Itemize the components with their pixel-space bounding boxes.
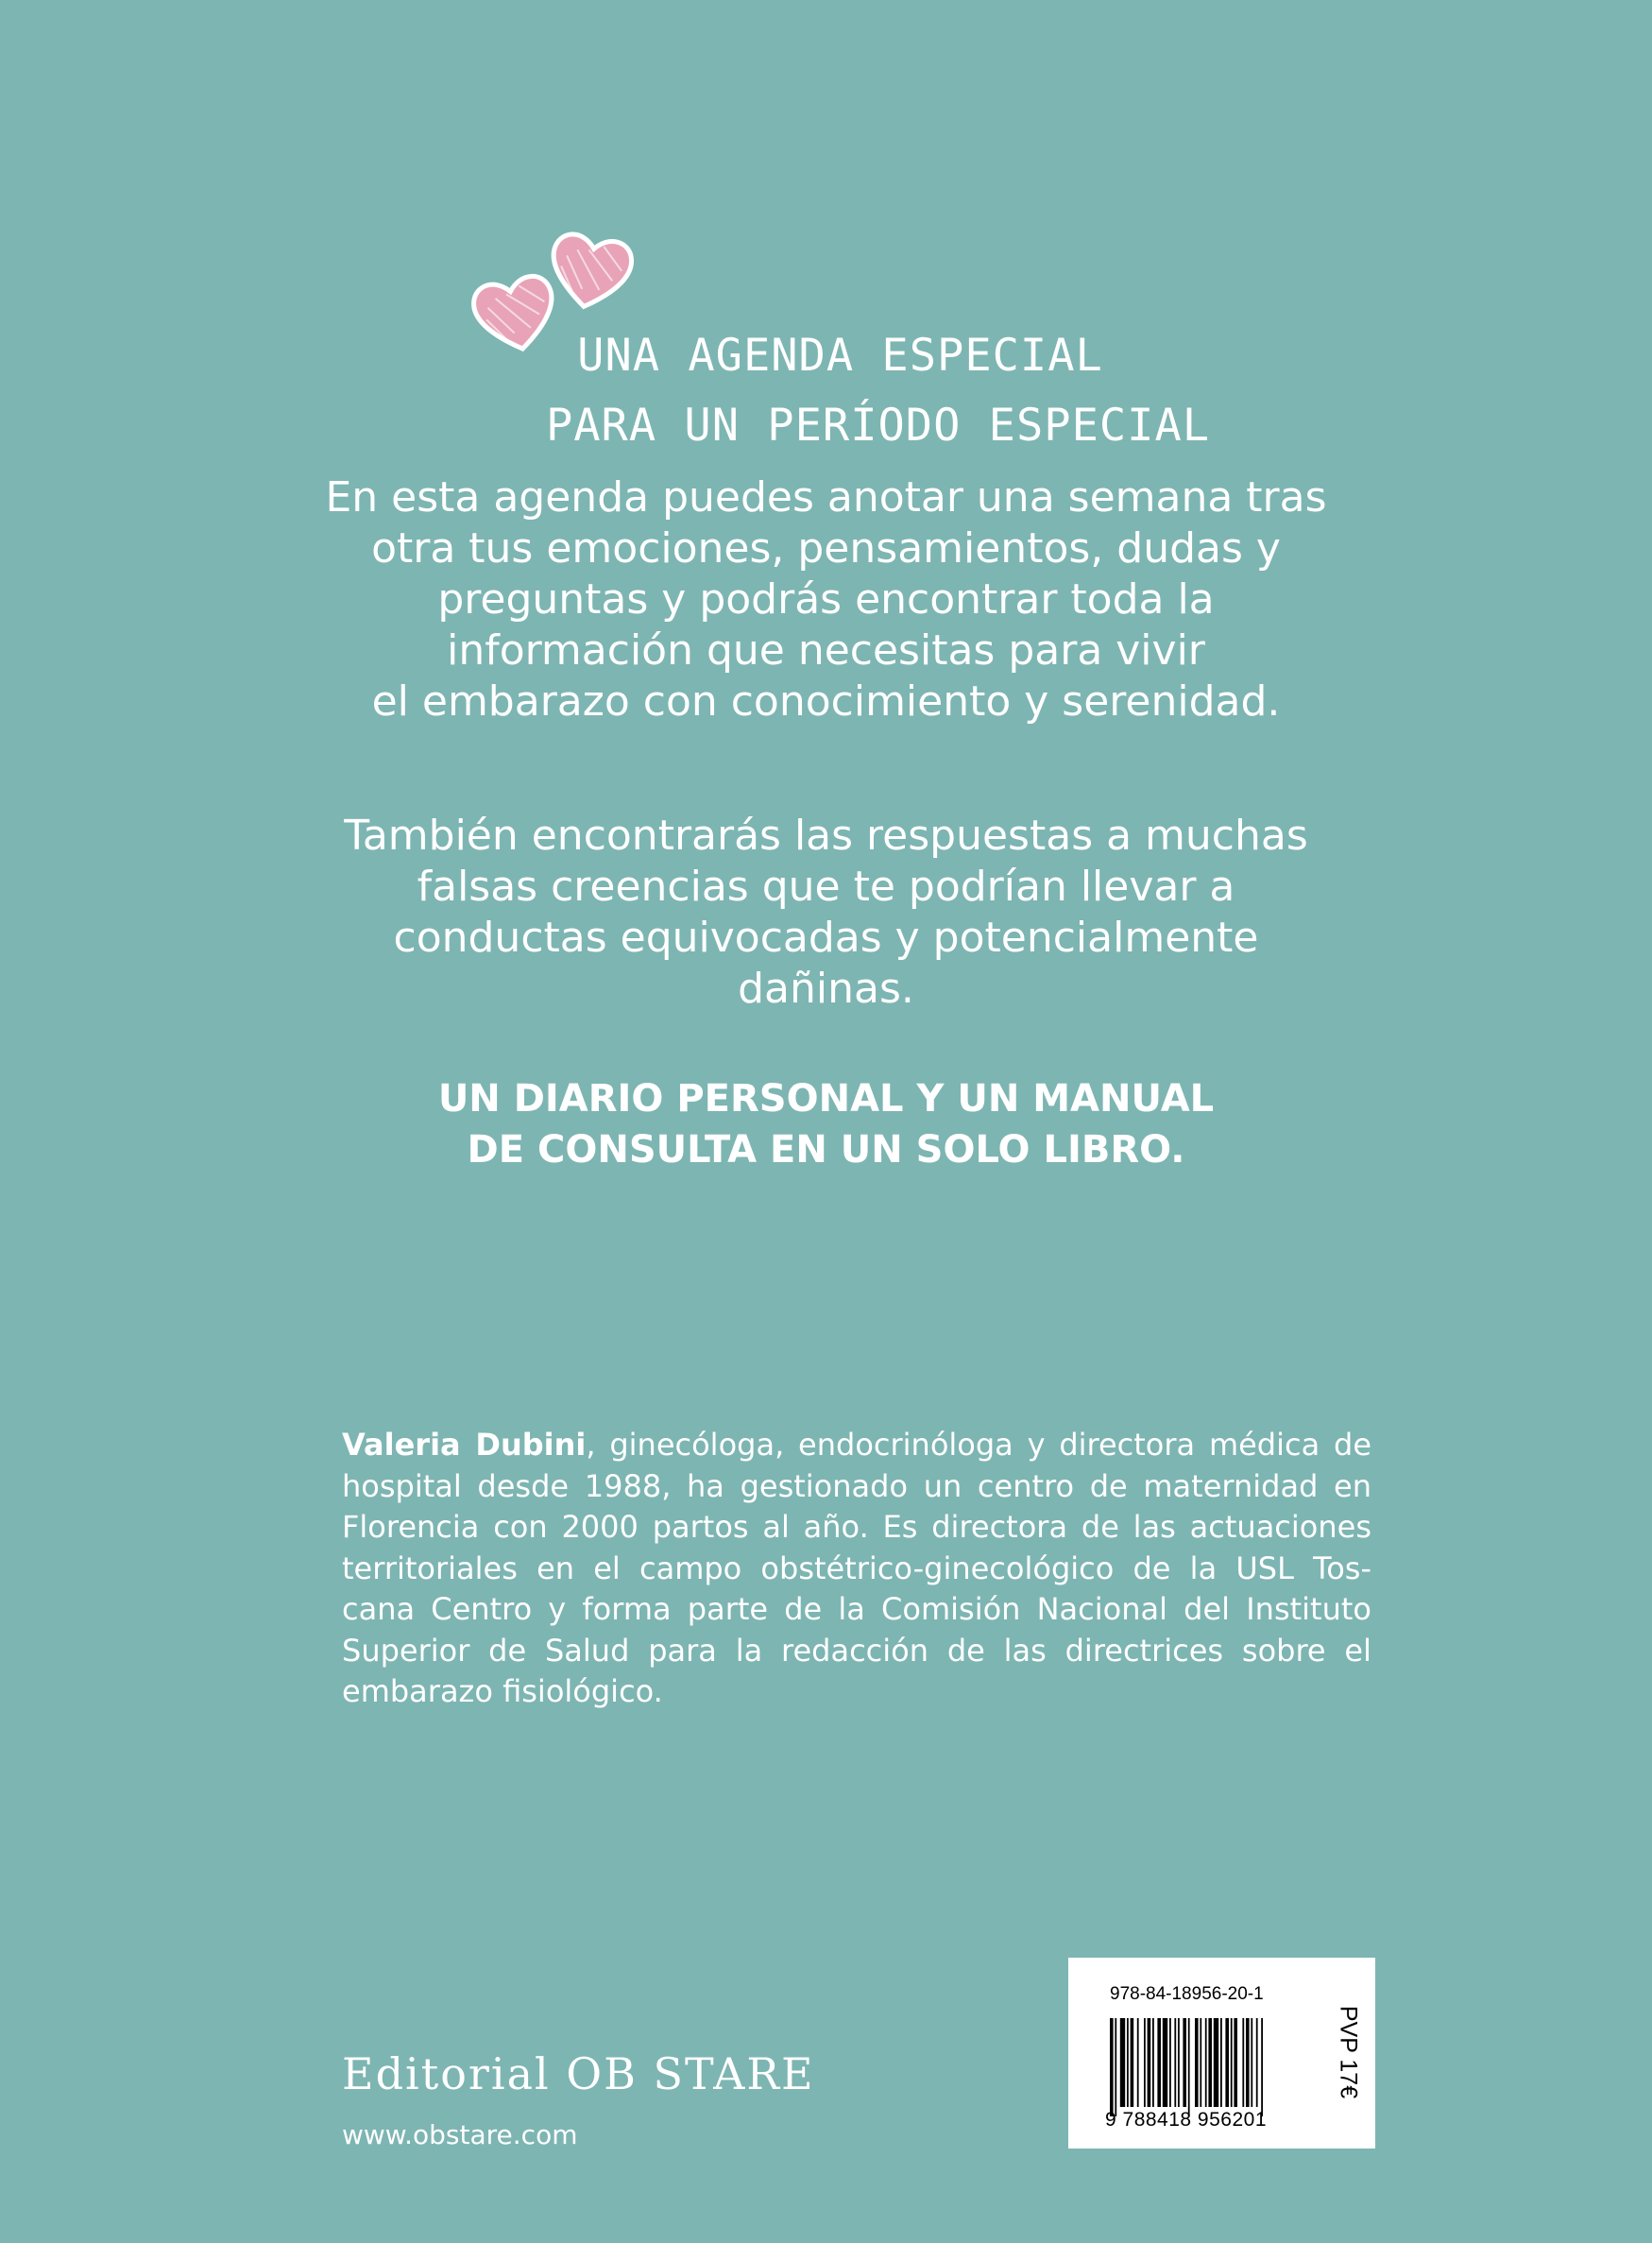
barcode-bar — [1178, 2018, 1180, 2107]
barcode-bar — [1120, 2018, 1125, 2107]
barcode-bar — [1127, 2018, 1129, 2107]
bio-line: embarazo fisiológico. — [342, 1673, 663, 1709]
barcode-bar — [1157, 2018, 1161, 2107]
barcode-bar — [1144, 2018, 1146, 2107]
paragraph-line: información que necesitas para vivir — [447, 626, 1205, 675]
barcode-bar — [1205, 2018, 1207, 2107]
barcode-bar — [1174, 2018, 1176, 2107]
headline-line-2: PARA UN PERÍODO ESPECIAL — [545, 400, 1211, 452]
barcode-bar — [1115, 2018, 1116, 2116]
barcode-bar — [1234, 2018, 1237, 2107]
paragraph-line: dañinas. — [738, 965, 914, 1013]
bio-line — [342, 1425, 1371, 1466]
barcode-bar — [1246, 2018, 1250, 2107]
barcode-bar — [1195, 2018, 1199, 2107]
paragraph-line: otra tus emociones, pensamientos, dudas y — [371, 524, 1281, 573]
paragraph-line: el embarazo con conocimiento y serenidad. — [371, 677, 1281, 726]
barcode-bar — [1148, 2018, 1151, 2107]
bio-line: hospital desde 1988, ha gestionado un centro de maternidad en — [342, 1467, 1371, 1504]
barcode-bar — [1152, 2018, 1154, 2107]
barcode-bar — [1110, 2018, 1114, 2116]
barcode-bar — [1183, 2018, 1186, 2107]
bio-line: Superior de Salud para la redacción de las directrices sobre el — [342, 1632, 1371, 1669]
tagline-line: DE CONSULTA EN UN SOLO LIBRO. — [467, 1128, 1185, 1172]
bio-first-line-rest: , ginecóloga, endocrinóloga y directora médica de — [586, 1427, 1371, 1463]
bio-line: cana Centro y forma parte de la Comisión Nacional del Instituto — [342, 1591, 1371, 1627]
paragraph-line: preguntas y podrás encontrar toda la — [437, 575, 1215, 624]
barcode — [1110, 2018, 1318, 2116]
headline — [0, 321, 1652, 461]
heart-icon — [545, 231, 634, 314]
barcode-bar — [1137, 2018, 1139, 2107]
paragraph-line: También encontrarás las respuestas a muchas — [344, 812, 1308, 860]
author-name: Valeria Dubini — [342, 1427, 587, 1463]
barcode-bar — [1231, 2018, 1233, 2107]
barcode-bar — [1169, 2018, 1171, 2107]
publisher-website: www.obstare.com — [342, 2119, 578, 2150]
bio-line: territoriales en el campo obstétrico-ginecológico de la USL Tos- — [342, 1550, 1371, 1586]
paragraph-line: conductas equivocadas y potencialmente — [393, 914, 1259, 962]
description-paragraph-1 — [0, 472, 1652, 728]
author-bio — [342, 1425, 1371, 1713]
barcode-bar — [1163, 2018, 1167, 2107]
barcode-bar — [1200, 2018, 1201, 2107]
barcode-bar — [1261, 2018, 1263, 2116]
barcode-bar — [1225, 2018, 1229, 2107]
barcode-bar — [1214, 2018, 1218, 2107]
isbn-text: 978-84-18956-20-1 — [1110, 1984, 1264, 2004]
paragraph-line: En esta agenda puedes anotar una semana tras — [325, 473, 1327, 522]
price-label: PVP 17€ — [1335, 2005, 1362, 2099]
barcode-bar — [1208, 2018, 1212, 2107]
description-paragraph-2 — [0, 811, 1652, 1015]
publisher-name: Editorial OB STARE — [342, 2048, 815, 2099]
barcode-digits: 9 788418 956201 — [1105, 2109, 1267, 2131]
barcode-bar — [1256, 2018, 1258, 2107]
barcode-bar — [1242, 2018, 1244, 2107]
barcode-bar — [1251, 2018, 1252, 2107]
paragraph-line: falsas creencias que te podrían llevar a — [417, 863, 1235, 911]
barcode-bar — [1220, 2018, 1222, 2107]
tagline-line: UN DIARIO PERSONAL Y UN MANUAL — [437, 1077, 1215, 1121]
barcode-bar — [1131, 2018, 1134, 2107]
tagline — [0, 1073, 1652, 1175]
headline-line-1: UNA AGENDA ESPECIAL — [577, 330, 1103, 382]
bio-line: Florencia con 2000 partos al año. Es directora de las actuaciones — [342, 1509, 1371, 1545]
barcode-box — [1068, 1958, 1375, 2149]
barcode-bar — [1188, 2018, 1190, 2116]
